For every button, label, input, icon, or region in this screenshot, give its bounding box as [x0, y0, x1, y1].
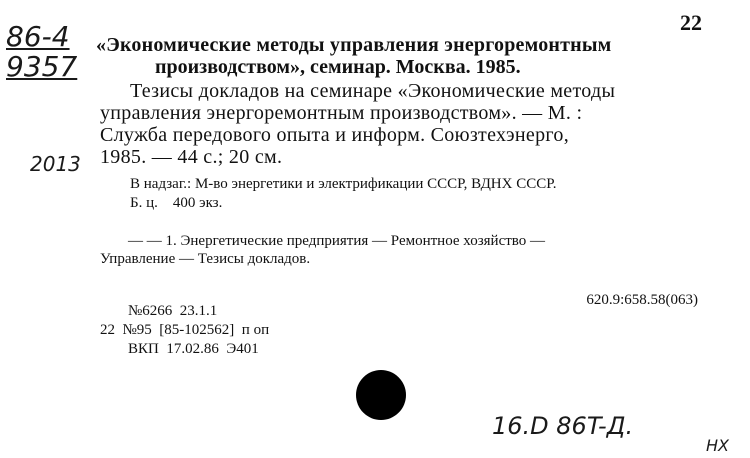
udc-code: 620.9:658.58(063): [586, 292, 698, 308]
title-line-2: производством», семинар. Москва. 1985.: [155, 56, 521, 78]
title-line-1: «Экономические методы управления энергоремонтным: [96, 34, 612, 56]
card-number: 22: [680, 10, 702, 35]
notes-line-2: Б. ц. 400 экз.: [130, 195, 223, 211]
footer-line-2: 22 №95 [85-102562] п оп: [100, 322, 270, 338]
footer-line-1: №6266 23.1.1: [128, 303, 218, 319]
subjects-line-2: Управление — Тезисы докладов.: [100, 251, 311, 267]
handwritten-number-second: 9357: [6, 50, 78, 83]
handwritten-shelf-mark: 16.D 86T-Д.: [492, 412, 634, 440]
punch-hole: [356, 370, 406, 420]
notes-line-1: В надзаг.: М-во энергетики и электрификации СССР, ВДНХ СССР.: [130, 176, 557, 192]
body-line-1: Тезисы докладов на семинаре «Экономические методы: [130, 80, 616, 102]
handwritten-margin-note: 2013: [30, 152, 81, 176]
handwritten-corner-mark: НХ: [706, 436, 729, 455]
footer-line-3: ВКП 17.02.86 Э401: [128, 341, 259, 357]
body-line-4: 1985. — 44 с.; 20 см.: [100, 146, 283, 168]
subjects-line-1: — — 1. Энергетические предприятия — Ремонтное хозяйство —: [128, 233, 546, 249]
handwritten-number-top: 86-4: [6, 20, 70, 53]
body-line-3: Служба передового опыта и информ. Союзтехэнерго,: [100, 124, 570, 146]
body-line-2: управления энергоремонтным производством». — М. :: [100, 102, 583, 124]
